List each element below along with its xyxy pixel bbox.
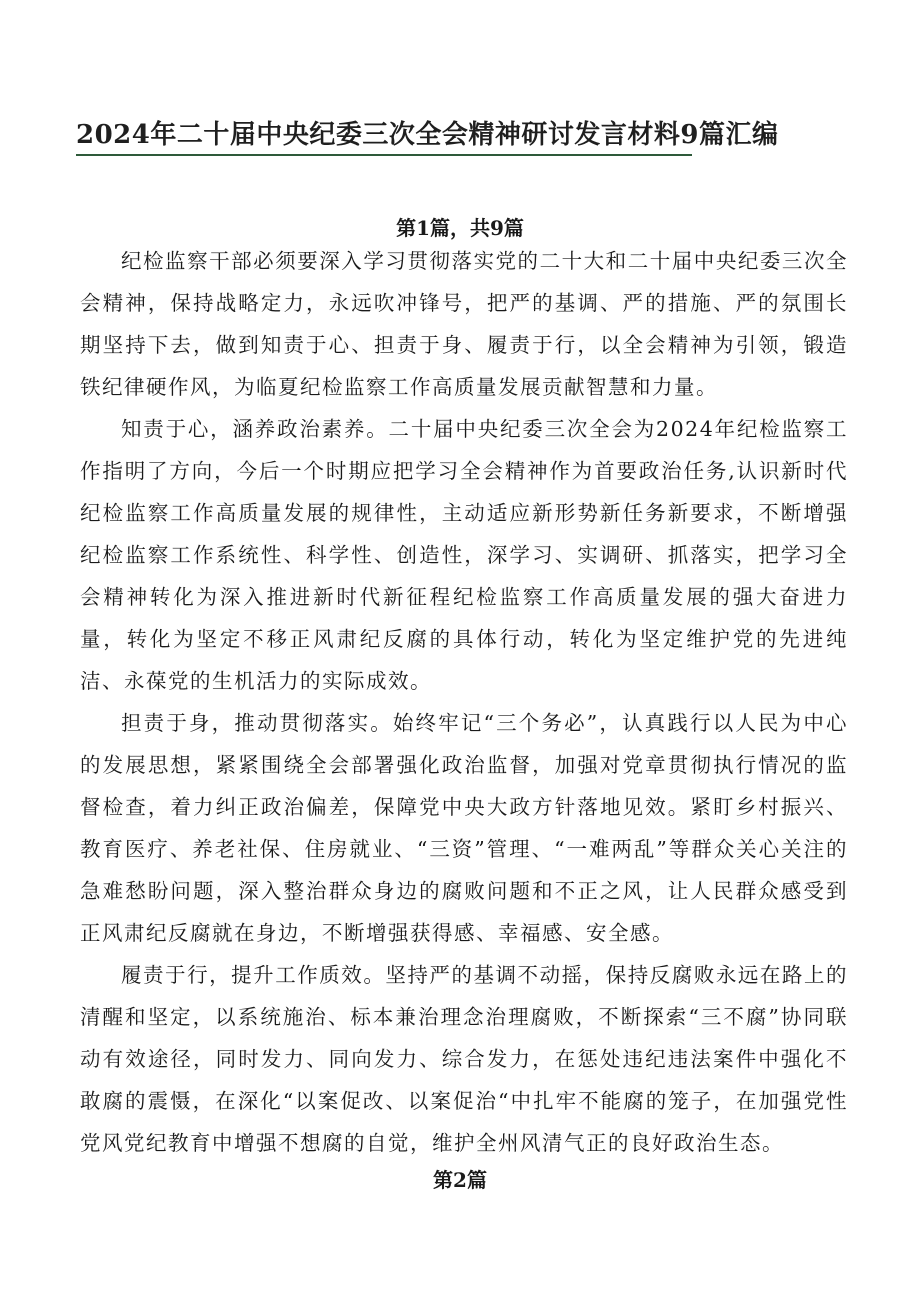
section-2-heading: 第2篇	[433, 1168, 487, 1192]
section-1-body	[80, 236, 848, 1164]
paragraph-1: 纪检监察干部必须要深入学习贯彻落实党的二十大和二十届中央纪委三次全会精神，保持战略定力，永远吹冲锋号，把严的基调、严的措施、严的氛围长期坚持下去，做到知责于心、担责于身、履责于行，以全会精神为引领，锻造铁纪律硬作风，为临夏纪检监察工作高质量发展贡献智慧和力量。	[80, 249, 848, 399]
document-title: 2024年二十届中央纪委三次全会精神研讨发言材料9篇汇编	[76, 120, 779, 150]
title-underline	[76, 154, 692, 156]
title-block	[76, 118, 876, 156]
paragraph-2: 知责于心，涵养政治素养。二十届中央纪委三次全会为2024年纪检监察工作指明了方向，今后一个时期应把学习全会精神作为首要政治任务,认识新时代纪检监察工作高质量发展的规律性，主动适应新形势新任务新要求，不断增强纪检监察工作系统性、科学性、创造性，深学习、实调研、抓落实，把学习全会精神转化为深入推进新时代新征程纪检监察工作高质量发展的强大奋进力量，转化为坚定不移正风肃纪反腐的具体行动，转化为坚定维护党的先进纯洁、永葆党的生机活力的实际成效。	[80, 417, 848, 693]
section-1-heading: 第1篇，共9篇	[396, 216, 524, 240]
paragraph-3: 担责于身，推动贯彻落实。始终牢记“三个务必”，认真践行以人民为中心的发展思想，紧紧围绕全会部署强化政治监督，加强对党章贯彻执行情况的监督检查，着力纠正政治偏差，保障党中央大政方针落地见效。紧盯乡村振兴、教育医疗、养老社保、住房就业、“三资”管理、“一难两乱”等群众关心关注的急难愁盼问题，深入整治群众身边的腐败问题和不正之风，让人民群众感受到正风肃纪反腐就在身边，不断增强获得感、幸福感、安全感。	[80, 711, 848, 945]
paragraph-4: 履责于行，提升工作质效。坚持严的基调不动摇，保持反腐败永远在路上的清醒和坚定，以系统施治、标本兼治理念治理腐败，不断探索“三不腐”协同联动有效途径，同时发力、同向发力、综合发力，在惩处违纪违法案件中强化不敢腐的震慑，在深化“以案促改、以案促治“中扎牢不能腐的笼子，在加强党性党风党纪教育中增强不想腐的自觉，维护全州风清气正的良好政治生态。	[80, 963, 848, 1155]
